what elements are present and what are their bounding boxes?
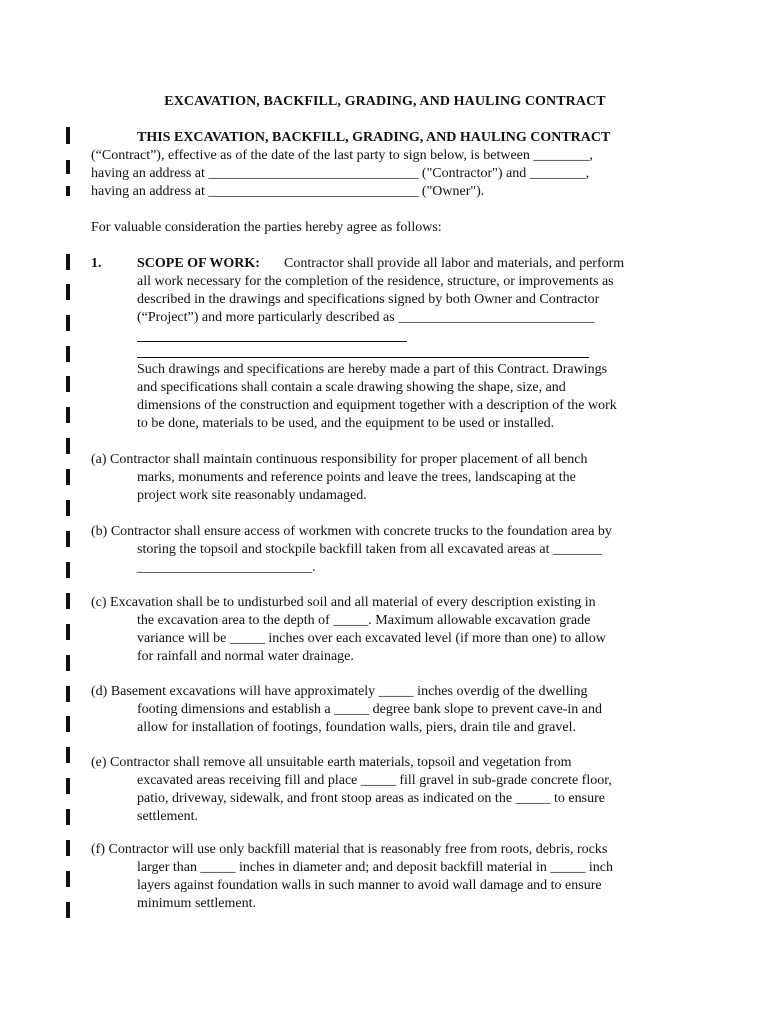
section-text: Contractor shall provide all labor and materials, and perform — [284, 256, 625, 271]
change-bar — [66, 346, 70, 362]
change-bar — [66, 438, 70, 454]
clause-c: for rainfall and normal water drainage. — [137, 649, 354, 664]
change-bar — [66, 840, 70, 856]
section-number: 1. — [91, 256, 102, 271]
change-bar — [66, 376, 70, 392]
section-text: described in the drawings and specifications signed by both Owner and Contractor — [137, 292, 600, 307]
change-bar — [66, 655, 70, 671]
change-bar — [66, 593, 70, 609]
clause-e: patio, driveway, sidewalk, and front stoop areas as indicated on the _____ to ensure — [137, 791, 605, 806]
clause-e: settlement. — [137, 809, 199, 824]
change-bar — [66, 902, 70, 918]
change-bar — [66, 778, 70, 794]
clause-b: storing the topsoil and stockpile backfill taken from all excavated areas at _______ — [137, 542, 602, 557]
change-bar — [66, 871, 70, 887]
clause-d: (d) Basement excavations will have approximately _____ inches overdig of the dwelling — [91, 684, 588, 699]
clause-d: footing dimensions and establish a _____ degree bank slope to prevent cave-in and — [137, 702, 602, 717]
change-bar — [66, 160, 70, 174]
change-bar — [66, 624, 70, 640]
change-bar — [66, 809, 70, 825]
change-bar — [66, 254, 70, 270]
clause-e: (e) Contractor shall remove all unsuitable earth materials, topsoil and vegetation from — [91, 755, 572, 770]
change-bar — [66, 186, 70, 196]
clause-b: _________________________. — [137, 560, 316, 575]
change-bar — [66, 284, 70, 300]
clause-c: (c) Excavation shall be to undisturbed soil and all material of every description existing in — [91, 595, 596, 610]
section-text: Such drawings and specifications are hereby made a part of this Contract. Drawings — [137, 362, 608, 377]
intro-lead: THIS EXCAVATION, BACKFILL, GRADING, AND HAULING CONTRACT — [137, 130, 611, 145]
blank-line — [137, 357, 589, 358]
clause-c: the excavation area to the depth of _____. Maximum allowable excavation grade — [137, 613, 591, 628]
section-text: all work necessary for the completion of the residence, structure, or improvements as — [137, 274, 614, 289]
clause-a: (a) Contractor shall maintain continuous responsibility for proper placement of all bench — [91, 452, 588, 467]
clause-f: minimum settlement. — [137, 896, 256, 911]
clause-f: layers against foundation walls in such manner to avoid wall damage and to ensure — [137, 878, 602, 893]
document-title: EXCAVATION, BACKFILL, GRADING, AND HAULING CONTRACT — [164, 94, 606, 109]
blank-line — [137, 341, 407, 342]
change-bar — [66, 562, 70, 578]
clause-f: (f) Contractor will use only backfill material that is reasonably free from roots, debris, rocks — [91, 842, 608, 857]
change-bar — [66, 747, 70, 763]
intro-line: having an address at ______________________________ ("Owner"). — [91, 184, 485, 199]
clause-e: excavated areas receiving fill and place _____ fill gravel in sub-grade concrete floor, — [137, 773, 612, 788]
clause-a: marks, monuments and reference points and leave the trees, landscaping at the — [137, 470, 576, 485]
section-heading: SCOPE OF WORK: — [137, 256, 260, 271]
clause-b: (b) Contractor shall ensure access of workmen with concrete trucks to the foundation area by — [91, 524, 612, 539]
section-text: (“Project”) and more particularly described as ____________________________ — [137, 310, 595, 325]
clause-d: allow for installation of footings, foundation walls, piers, drain tile and gravel. — [137, 720, 576, 735]
change-bar — [66, 127, 70, 144]
change-bar — [66, 469, 70, 485]
intro-line: having an address at ______________________________ ("Contractor") and ________, — [91, 166, 590, 181]
section-text: to be done, materials to be used, and the equipment to be used or installed. — [137, 416, 555, 431]
change-bar — [66, 686, 70, 702]
clause-c: variance will be _____ inches over each excavated level (if more than one) to allow — [137, 631, 606, 646]
change-bar — [66, 315, 70, 331]
section-text: and specifications shall contain a scale drawing showing the shape, size, and — [137, 380, 566, 395]
intro-line: (“Contract”), effective as of the date of the last party to sign below, is between ________, — [91, 148, 593, 163]
clause-a: project work site reasonably undamaged. — [137, 488, 367, 503]
clause-f: larger than _____ inches in diameter and; and deposit backfill material in _____ inch — [137, 860, 613, 875]
consideration-text: For valuable consideration the parties hereby agree as follows: — [91, 220, 442, 235]
change-bar — [66, 407, 70, 423]
change-bar — [66, 500, 70, 516]
change-bar — [66, 716, 70, 732]
section-text: dimensions of the construction and equipment together with a description of the work — [137, 398, 617, 413]
change-bar — [66, 531, 70, 547]
